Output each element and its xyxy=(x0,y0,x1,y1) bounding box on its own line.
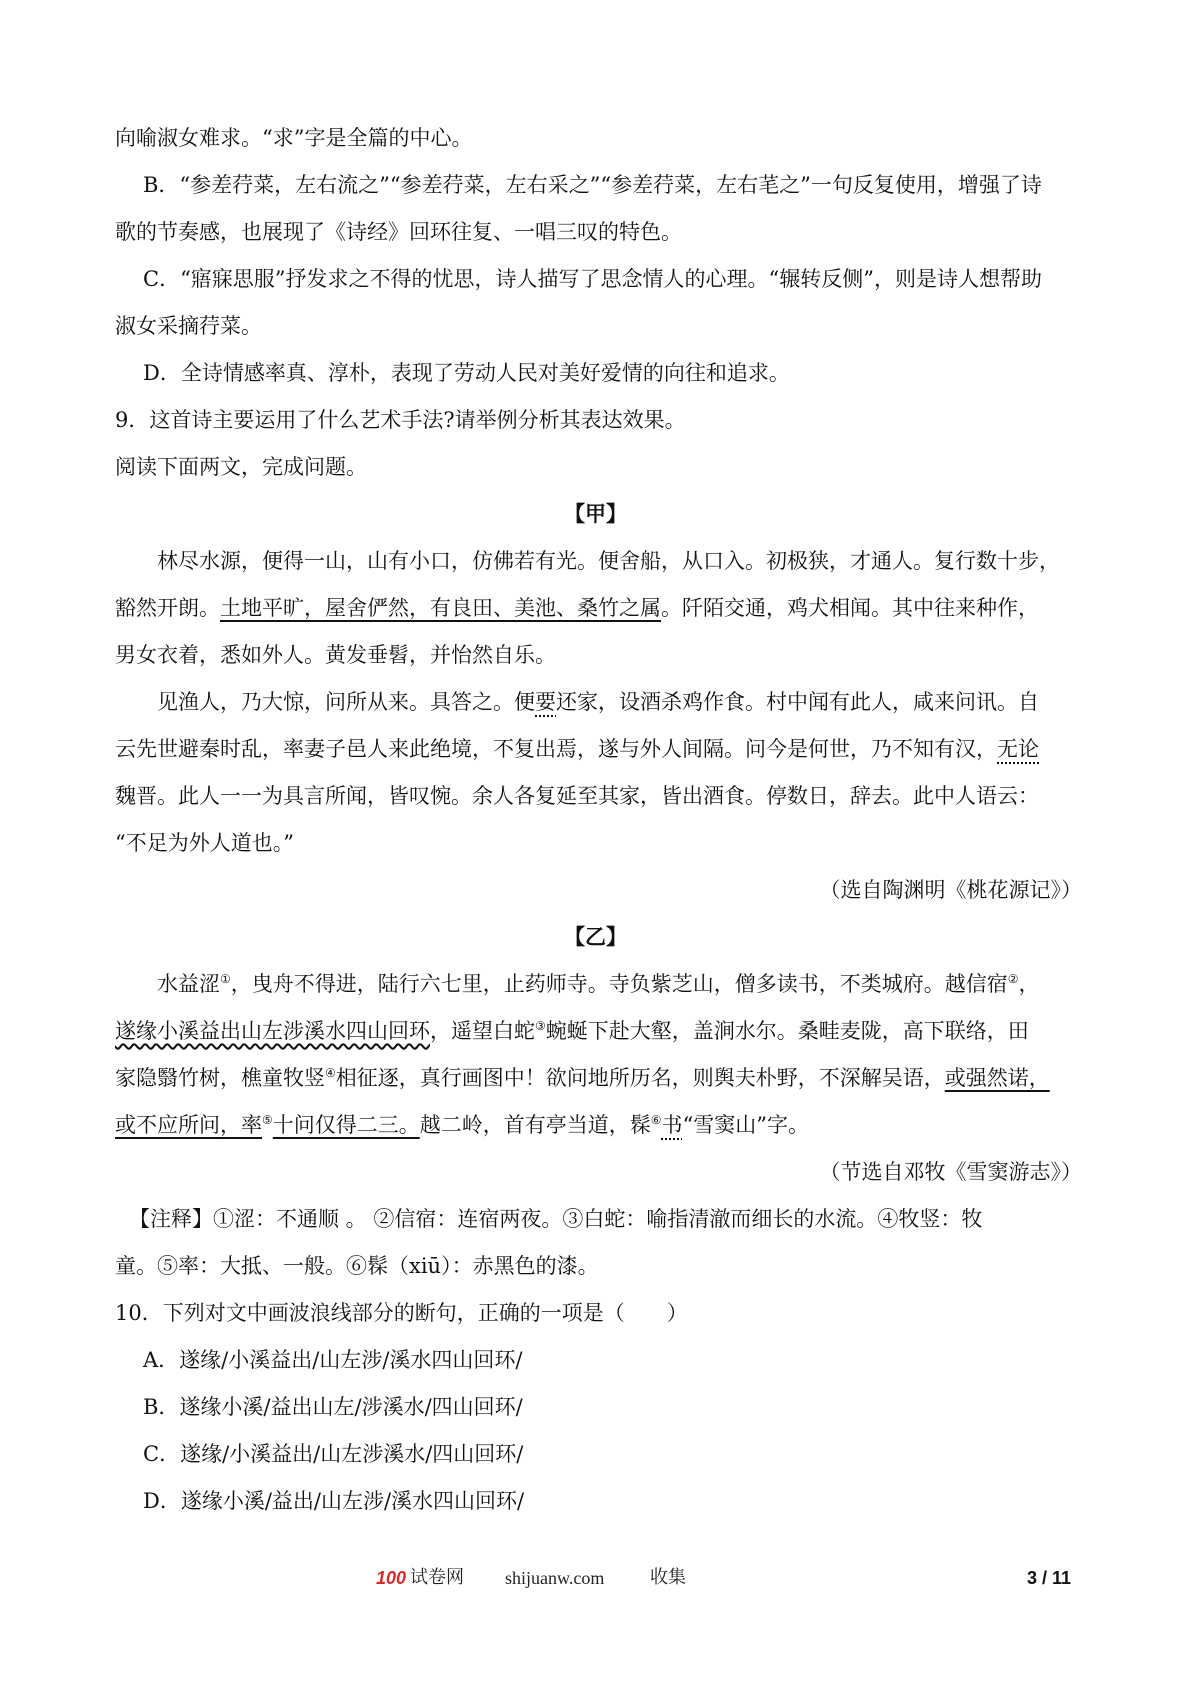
text-span: 见渔人，乃大惊，问所从来。具答之。便 xyxy=(157,690,535,714)
text-span: 家隐翳竹树，樵童牧竖 xyxy=(115,1066,325,1090)
yi-line3 xyxy=(115,1063,1191,1093)
text-span: 还家，设酒杀鸡作食。村中闻有此人，咸来问讯。自 xyxy=(556,690,1039,714)
jia-p2-line4: “不足为外人道也。” xyxy=(115,831,294,855)
dotted-word: 书 xyxy=(661,1113,683,1137)
page-footer xyxy=(0,1560,1191,1596)
yi-line2 xyxy=(115,1016,1191,1046)
yi-heading: 【乙】 xyxy=(564,924,627,949)
yi-line4 xyxy=(115,1110,1191,1140)
wavy-underlined-phrase: 遂缘小溪益出山左涉溪水四山回环 xyxy=(115,1019,430,1043)
collect-label: 收集 xyxy=(650,1567,686,1588)
text-span: “雪窦山”字。 xyxy=(682,1113,810,1137)
footnote-marker: ⑥ xyxy=(650,1113,662,1127)
text-span: 蜿蜒下赴大壑，盖涧水尔。桑畦麦陇，高下联络，田 xyxy=(545,1019,1029,1043)
footnote-marker: ① xyxy=(220,972,231,986)
jia-p1-line3: 男女衣着，悉如外人。黄发垂髫，并怡然自乐。 xyxy=(115,643,556,667)
footnote-marker: ④ xyxy=(325,1066,336,1080)
site-url: shijuanw.com xyxy=(505,1568,605,1588)
reading-instruction: 阅读下面两文，完成问题。 xyxy=(115,455,367,479)
jia-source: （选自陶渊明《桃花源记》） xyxy=(819,878,1082,902)
text-span: 豁然开朗。 xyxy=(115,596,220,620)
dotted-word: 无论 xyxy=(997,737,1039,761)
page-number: 3 / 11 xyxy=(1026,1568,1071,1588)
site-logo: 100 xyxy=(376,1568,407,1588)
yi-line1 xyxy=(157,969,1191,999)
underlined-phrase: 十问仅得二三。 xyxy=(272,1113,420,1137)
option-b-line1: B．“参差荇菜，左右流之”“参差荇菜，左右采之”“参差荇菜，左右芼之”一句反复使用，增强了诗 xyxy=(143,173,1042,197)
jia-p2-line2 xyxy=(115,734,1191,764)
text-span: 云先世避秦时乱，率妻子邑人来此绝境，不复出焉，遂与外人间隔。问今是何世，乃不知有汉， xyxy=(115,737,997,761)
q10-option-d: D．遂缘小溪/益出/山左涉/溪水四山回环/ xyxy=(143,1489,525,1513)
text-span: 相征逐，真行画图中！欲问地所历名，则舆夫朴野，不深解吴语， xyxy=(335,1066,945,1090)
underlined-phrase: 或强然诺， xyxy=(944,1066,1050,1090)
text-span: ，曳舟不得进，陆行六七里，止药师寺。寺负紫芝山，僧多读书，不类城府。越信宿 xyxy=(230,972,1008,996)
option-b-line2: 歌的节奏感，也展现了《诗经》回环往复、一唱三叹的特色。 xyxy=(115,220,682,244)
site-name: 试卷网 xyxy=(410,1567,464,1588)
option-d: D．全诗情感率真、淳朴，表现了劳动人民对美好爱情的向往和追求。 xyxy=(143,361,790,385)
jia-p1-line2 xyxy=(115,593,1191,623)
jia-p2-line3: 魏晋。此人一一为具言所闻，皆叹惋。余人各复延至其家，皆出酒食。停数日，辞去。此中人语云： xyxy=(115,784,1039,808)
question-9: 9．这首诗主要运用了什么艺术手法?请举例分析其表达效果。 xyxy=(115,408,686,432)
yi-source: （节选自邓牧《雪窦游志》） xyxy=(819,1160,1082,1184)
notes-line2: 童。⑤率：大抵、一般。⑥髹（xiū）：赤黑色的漆。 xyxy=(115,1254,599,1278)
jia-heading: 【甲】 xyxy=(564,501,627,526)
text-line: 向喻淑女难求。“求”字是全篇的中心。 xyxy=(115,126,473,150)
notes-line1: 【注释】①涩：不通顺 。 ②信宿：连宿两夜。③白蛇：喻指清澈而细长的水流。④牧竖：牧 xyxy=(129,1207,983,1231)
footnote-marker: ⑤ xyxy=(262,1113,273,1127)
jia-p1-line1: 林尽水源，便得一山，山有小口，仿佛若有光。便舍船，从口入。初极狭，才通人。复行数十步， xyxy=(157,549,1060,573)
underlined-phrase: 土地平旷，屋舍俨然，有良田、美池、桑竹之属 xyxy=(220,596,661,620)
footnote-marker: ② xyxy=(1007,972,1019,986)
q10-option-b: B．遂缘小溪/益出山左/涉溪水/四山回环/ xyxy=(143,1395,523,1419)
q10-option-c: C．遂缘/小溪益出/山左涉溪水/四山回环/ xyxy=(143,1442,524,1466)
text-span: ， xyxy=(1018,972,1040,996)
question-10: 10．下列对文中画波浪线部分的断句，正确的一项是（ ） xyxy=(115,1301,688,1325)
text-span: ，遥望白蛇 xyxy=(430,1019,535,1043)
jia-p2-line1 xyxy=(157,687,1191,717)
text-span: 。阡陌交通，鸡犬相闻。其中往来种作， xyxy=(661,596,1039,620)
footnote-marker: ③ xyxy=(535,1019,546,1033)
option-c-line2: 淑女采摘荇菜。 xyxy=(115,314,262,338)
option-c-line1: C．“寤寐思服”抒发求之不得的忧思，诗人描写了思念情人的心理。“辗转反侧”，则是诗人想帮助 xyxy=(143,267,1043,291)
q10-option-a: A．遂缘/小溪益出/山左涉/溪水四山回环/ xyxy=(143,1348,523,1372)
text-span: 越二岭，首有亭当道，髹 xyxy=(419,1113,651,1137)
text-span: 水益涩 xyxy=(157,972,220,996)
dotted-word: 要 xyxy=(535,690,556,714)
underlined-phrase: 或不应所问，率 xyxy=(115,1113,262,1137)
